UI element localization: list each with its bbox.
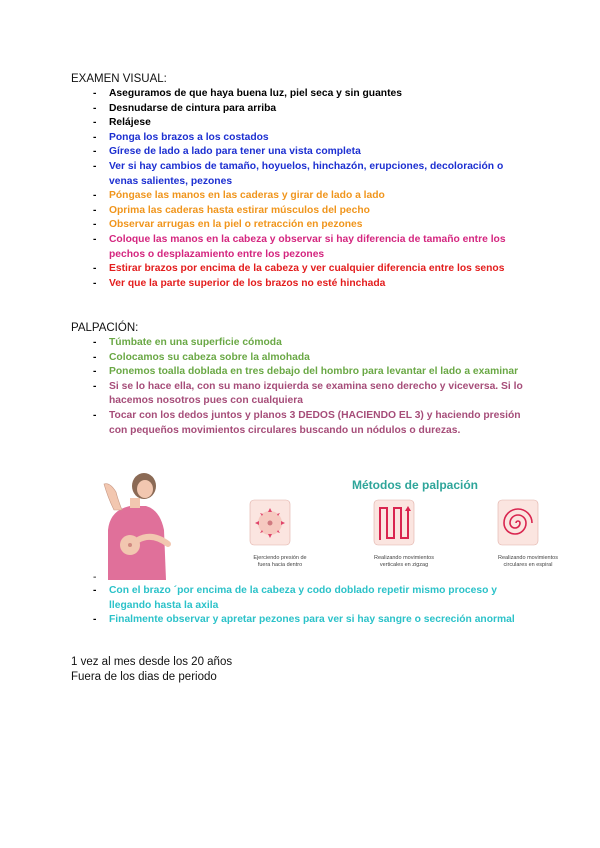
bullet-dash: - [93,263,97,275]
list-item-text: Túmbate en una superficie cómoda [109,337,282,348]
palpation-list [93,336,533,438]
list-item [93,277,533,292]
bullet-dash: - [93,585,97,596]
caption-spiral: Realizando movimientos circulares en espiral [498,555,558,568]
list-item-text: Ponga los brazos a los costados [109,131,269,143]
list-item [93,218,533,233]
bullet-dash: - [93,204,97,216]
bullet-dash: - [93,131,97,143]
bullet-dash: - [93,190,97,202]
list-item [93,160,533,189]
list-item-text: Finalmente observar y apretar pezones para ver si hay sangre o secreción anormal [109,614,515,626]
list-item [93,102,533,117]
list-item [93,145,533,160]
list-item-text: Con el brazo ´por encima de la cabeza y codo doblado repetir mismo proceso y llegando hasta la axila [109,585,497,611]
bullet-dash: - [93,277,97,289]
list-item-text: Ver si hay cambios de tamaño, hoyuelos, hinchazón, erupciones, decoloración o venas salientes, pezones [109,160,504,187]
list-item-text: Póngase las manos en las caderas y girar de lado a lado [109,190,385,202]
list-item [93,204,533,219]
list-item [93,351,533,366]
list-item [93,365,533,380]
woman-illustration [104,473,168,580]
bullet-dash: - [93,117,97,129]
list-item [93,262,533,277]
bullet-dash: - [93,366,97,378]
method-pressure-icon [250,500,290,545]
list-item-text: Colocamos su cabeza sobre la almohada [109,351,310,363]
bullet-dash: - [93,88,97,99]
lone-dash: - [93,572,97,583]
list-item-text: Coloque las manos en la cabeza y observar si hay diferencia de tamaño entre los pechos o desplazamiento entre los pezones [109,233,506,260]
bullet-dash: - [93,160,97,172]
palpation-heading: PALPACIÓN: [71,322,139,334]
list-item [93,116,533,131]
visual-exam-list [93,87,533,291]
list-item [93,380,533,409]
frequency-note: 1 vez al mes desde los 20 años [71,656,233,668]
list-item-text: Estirar brazos por encima de la cabeza y ver cualquier diferencia entre los senos [109,263,505,275]
bullet-dash: - [93,337,97,348]
bullet-dash: - [93,146,97,158]
list-item [93,131,533,146]
bullet-dash: - [93,233,97,245]
palpation-extra-list [93,584,533,628]
list-item [93,584,533,613]
list-item [93,189,533,204]
bullet-dash: - [93,102,97,114]
caption-zigzag: Realizando movimientos verticales en zigzag [374,555,434,568]
bullet-dash: - [93,614,97,626]
list-item-text: Ponemos toalla doblada en tres debajo del hombro para levantar el lado a examinar [109,366,519,378]
bullet-dash: - [93,380,97,392]
list-item-text: Ver que la parte superior de los brazos no esté hinchada [109,277,386,289]
list-item-text: Relájese [109,117,151,129]
list-item [93,87,533,102]
list-item-text: Si se lo hace ella, con su mano izquierda se examina seno derecho y viceversa. Si lo hacemos nosotros pues con cualquiera [109,380,523,407]
list-item-text: Observar arrugas en la piel o retracción en pezones [109,219,363,231]
figure-title: Métodos de palpación [352,478,479,492]
list-item [93,409,533,438]
bullet-dash: - [93,219,97,231]
bullet-dash: - [93,351,97,363]
list-item-text: Tocar con los dedos juntos y planos 3 DEDOS (HACIENDO EL 3) y haciendo presión con pequeños movimientos circulares buscando un nódulos o durezas. [109,409,521,436]
list-item [93,613,533,628]
list-item-text: Oprima las caderas hasta estirar músculos del pecho [109,204,370,216]
list-item-text: Aseguramos de que haya buena luz, piel seca y sin guantes [109,88,402,99]
list-item-text: Gírese de lado a lado para tener una vista completa [109,146,361,158]
list-item [93,233,533,262]
visual-exam-heading: EXAMEN VISUAL: [71,73,167,85]
period-note: Fuera de los dias de periodo [71,671,217,683]
list-item [93,336,533,351]
bullet-dash: - [93,409,97,421]
method-zigzag-icon [374,500,414,545]
caption-pressure: Ejerciendo presión de fuera hacia dentro [253,555,307,568]
list-item-text: Desnudarse de cintura para arriba [109,102,277,114]
method-spiral-icon [498,500,538,545]
